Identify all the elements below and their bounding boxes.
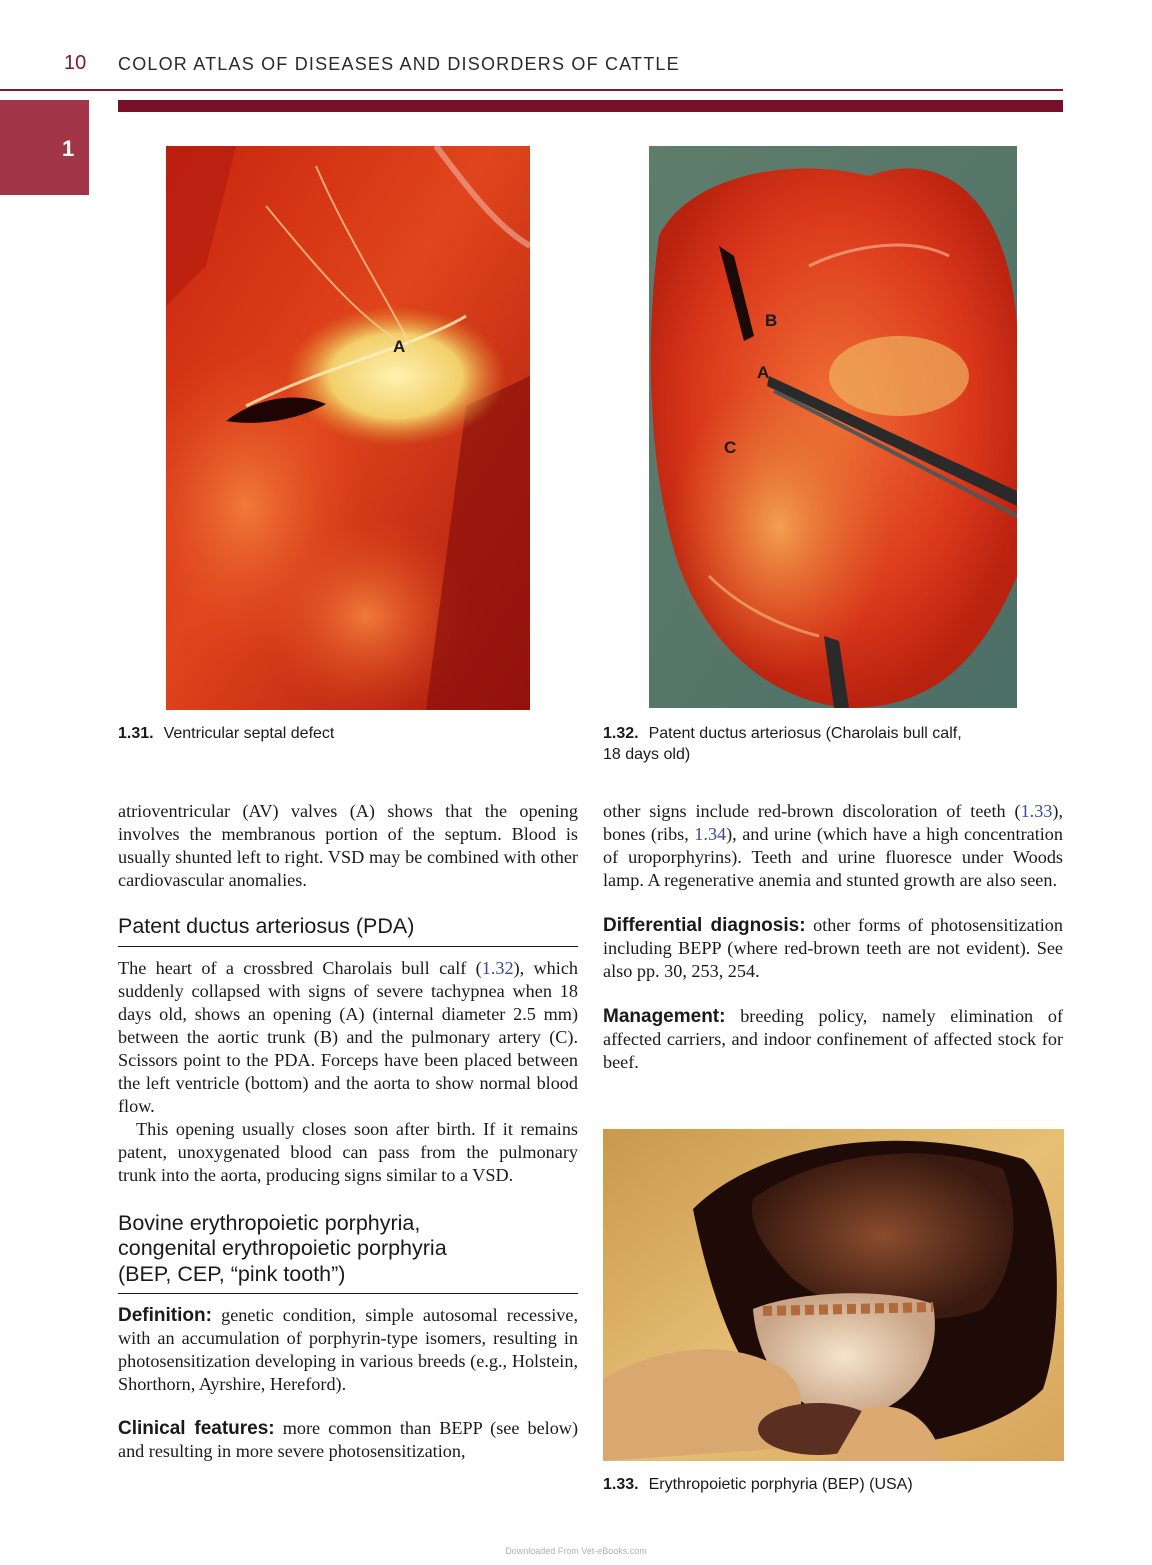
figure-number: 1.32. [603,725,639,742]
page-number: 10 [64,52,87,74]
bep-heading-line2: congenital erythropoietic porphyria [118,1236,447,1260]
accent-bar [118,100,1063,112]
figure-number: 1.31. [118,725,154,742]
caption-text: Erythropoietic porphyria (BEP) (USA) [648,1476,913,1493]
figure-1-32-marker-c: C [724,438,737,457]
text: ), and urine (which have a high concentration of uroporphyrins). Teeth and urine fluoresce under Woods lamp. A regenerative anemia and stunted growth are also seen. [603,824,1063,890]
caption-text-line1: Patent ductus arteriosus (Charolais bull calf, [648,725,962,742]
right-column [603,800,1063,1074]
figure-1-32-marker-a: A [757,363,770,382]
differential-paragraph [603,914,1063,983]
clinical-features-text: more common than BEPP (see below) and resulting in more severe photosensitization, [118,1418,578,1461]
figure-ref-1-32[interactable]: 1.32 [481,957,514,978]
bep-heading-line1: Bovine erythropoietic porphyria, [118,1210,421,1235]
running-title: COLOR ATLAS OF DISEASES AND DISORDERS OF CATTLE [118,54,680,74]
figure-1-32-marker-b: B [765,311,778,330]
management-label: Management: [603,1006,726,1027]
clinical-features-label: Clinical features: [118,1418,275,1439]
left-column [118,800,578,1463]
figure-1-33-caption [603,1474,1063,1495]
pda-paragraph-2: This opening usually closes soon after birth. If it remains patent, unoxygenated blood can pass from the pulmonary trunk into the aorta, producing signs similar to a VSD. [118,1118,578,1185]
chapter-number: 1 [62,136,75,161]
pda-heading: Patent ductus arteriosus (PDA) [118,914,578,947]
caption-text-line2: 18 days old) [603,746,691,763]
clinical-features-paragraph [118,1417,578,1463]
text: ), bones (ribs, [603,801,1063,844]
differential-text: other forms of photosensitization including BEPP (where red-brown teeth are not evident). See also pp. 30, 253, 254. [603,915,1063,981]
figure-1-33-photo [603,1129,1064,1461]
figure-ref-1-34[interactable]: 1.34 [694,824,727,844]
figure-ref-1-33[interactable]: 1.33 [1020,801,1053,821]
differential-label: Differential diagnosis: [603,915,806,936]
pda-paragraph-1 [118,957,578,1118]
figure-number: 1.33. [603,1476,639,1493]
figure-1-31-marker-a: A [393,337,406,356]
header-rule [0,89,1063,91]
intro-paragraph: atrioventricular (AV) valves (A) shows that the opening involves the membranous portion of the septum. Blood is usually shunted left to right. VSD may be combined with other cardiovascular anomalies. [118,801,578,890]
definition-label: Definition: [118,1305,212,1326]
caption-text: Ventricular septal defect [163,725,335,742]
text: The heart of a crossbred Charolais bull calf ( [118,957,482,978]
definition-paragraph [118,1304,578,1396]
definition-text: genetic condition, simple autosomal recessive, with an accumulation of porphyrin-type isomers, resulting in photosensitization developing in various breeds (e.g., Holstein, Shorthorn, Ayrshire, Hereford). [118,1305,578,1394]
text: ), which suddenly collapsed with signs of severe tachypnea when 18 days old, shows an opening (A) (internal diameter 2.5 mm) between the aortic trunk (B) and the pulmonary artery (C). Scissors point to the PDA. Forceps have been placed between the left ventricle (bottom) and the aorta to show normal blood flow. [118,957,578,1116]
bep-heading-line3: (BEP, CEP, “pink tooth”) [118,1261,346,1286]
signs-paragraph [603,800,1063,892]
figure-1-32-caption [603,723,1063,765]
bep-heading [118,1211,578,1295]
footer-watermark: Downloaded From Vet-eBooks.com [505,1546,647,1556]
management-text: breeding policy, namely elimination of affected carriers, and indoor confinement of affected stock for beef. [603,1006,1064,1072]
chapter-tab [0,100,89,195]
figure-1-31-caption [118,723,578,744]
figure-1-31-photo [166,146,530,710]
text: other signs include red-brown discoloration of teeth ( [603,801,1021,821]
figure-1-32-photo [649,146,1017,708]
management-paragraph [603,1005,1063,1074]
